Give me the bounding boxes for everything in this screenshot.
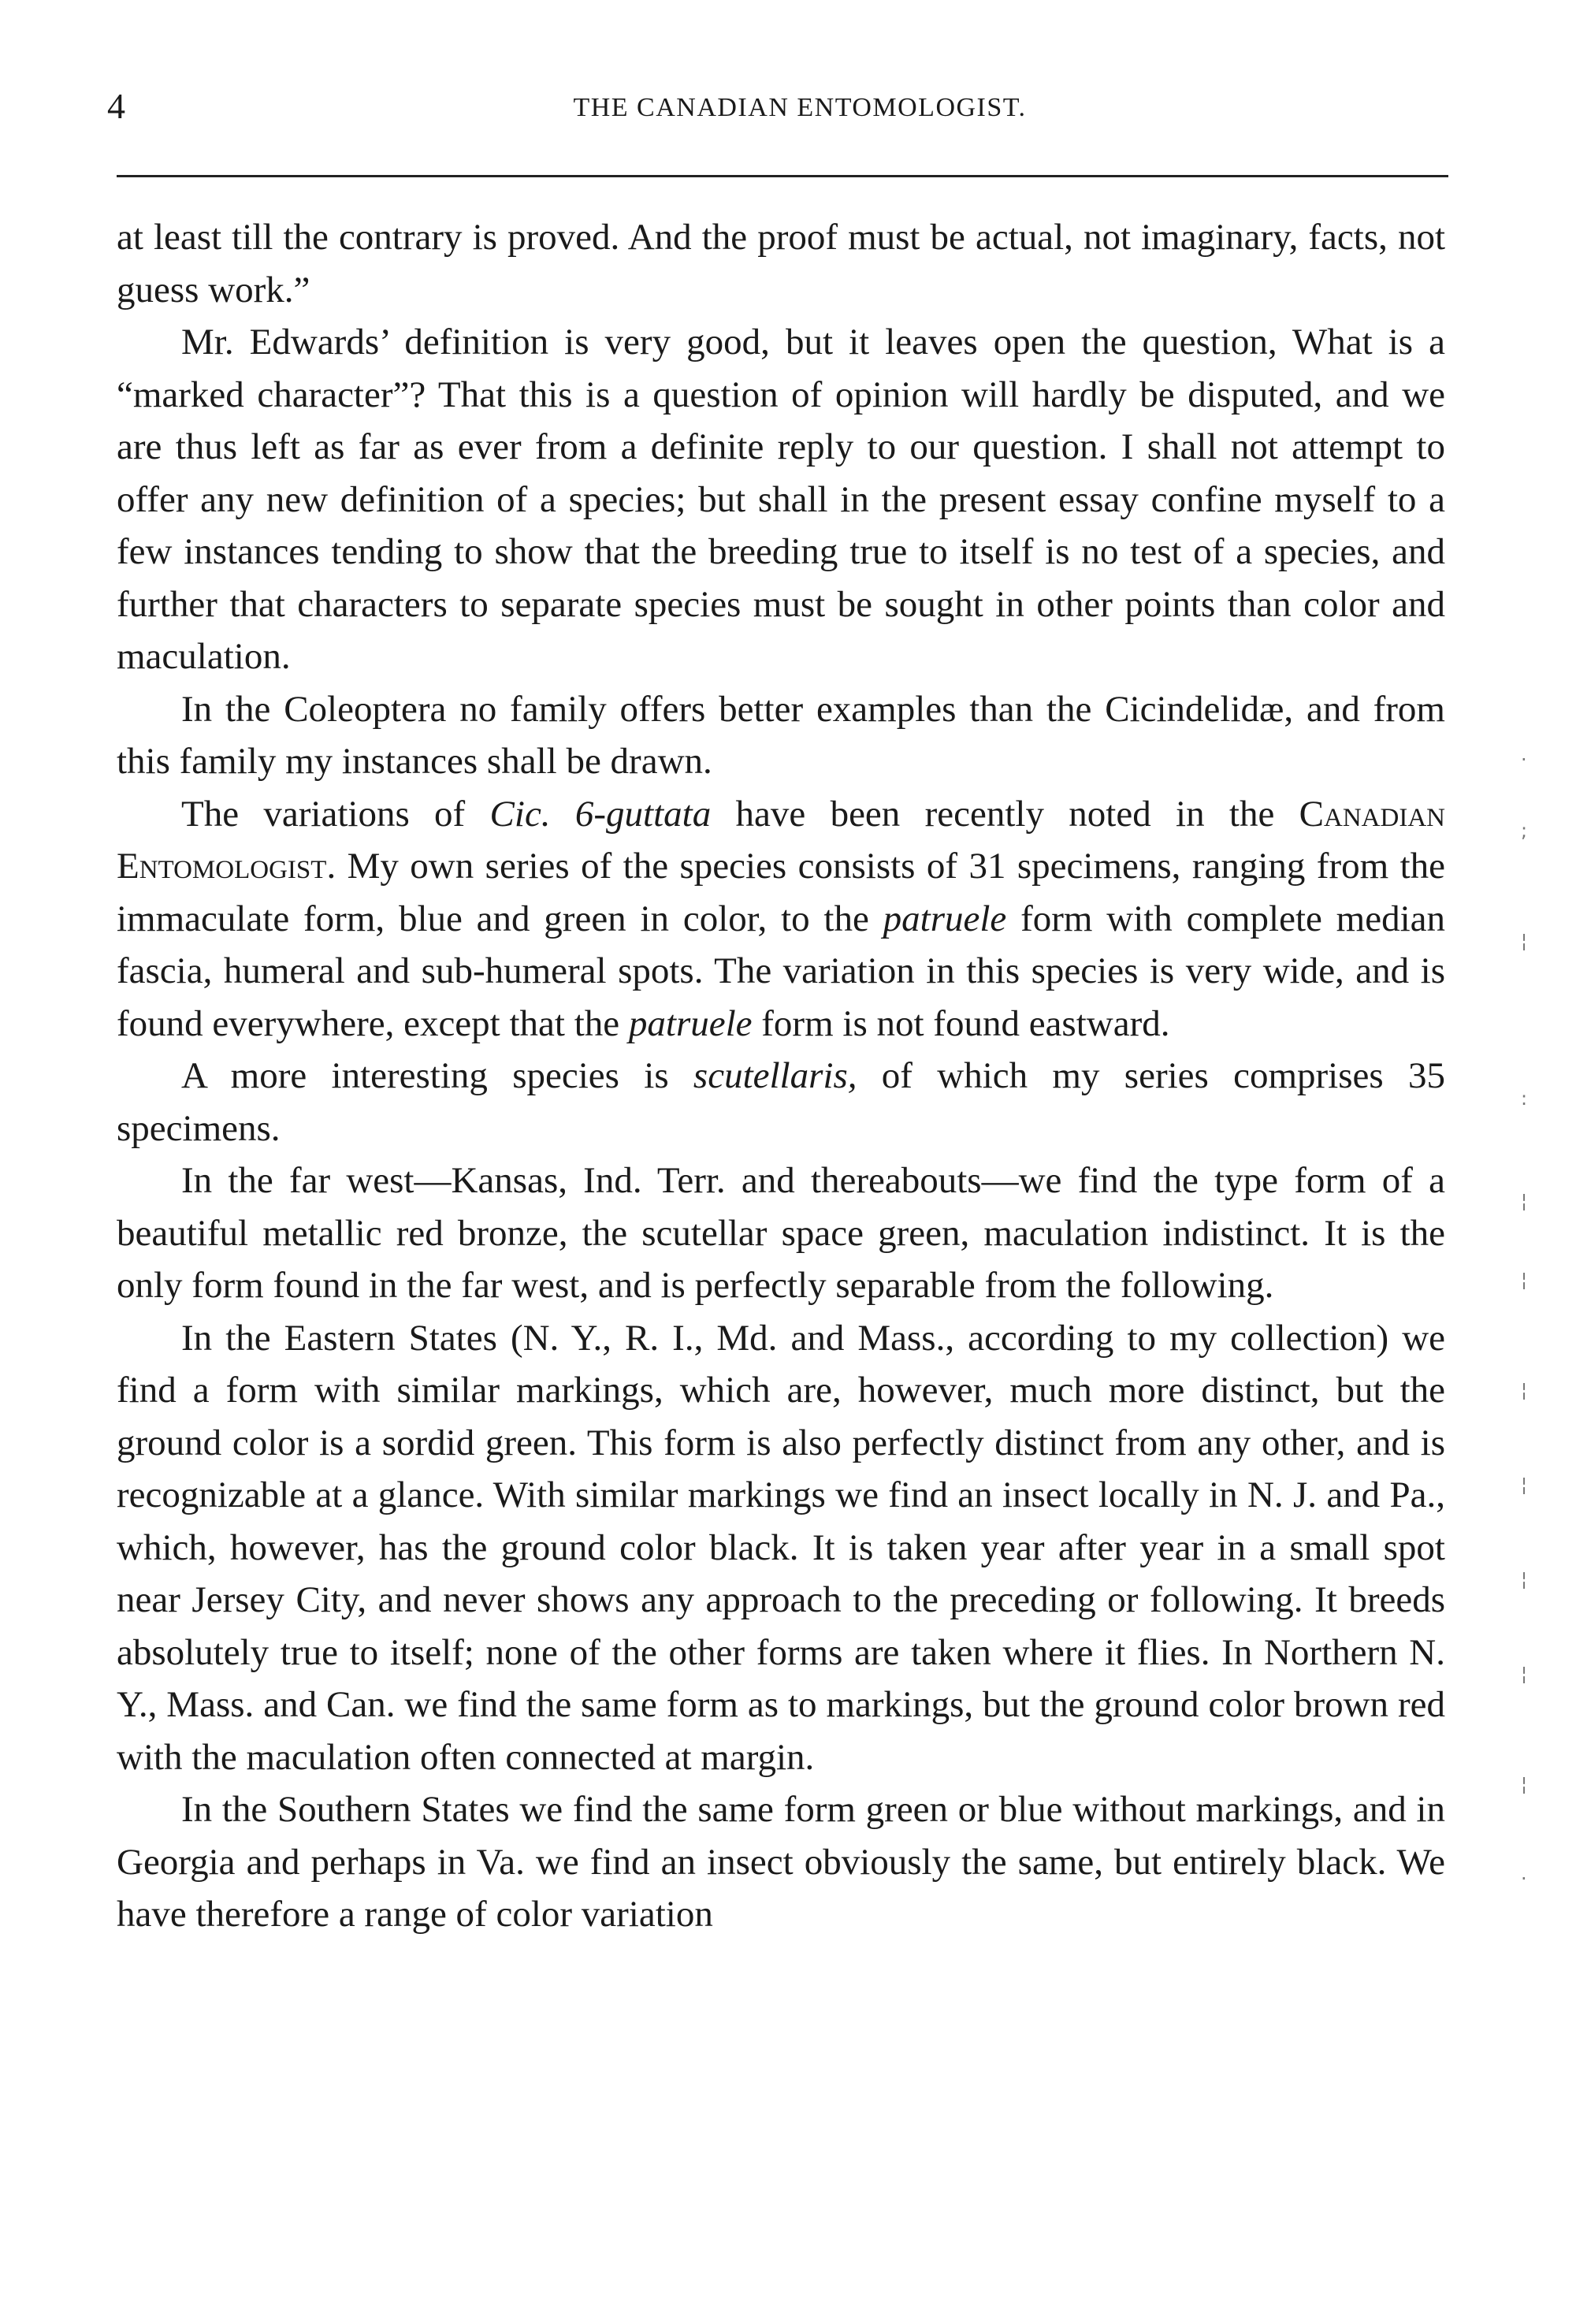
journal-name: Canadian Entomologist	[117, 793, 1445, 887]
paragraph-4	[117, 788, 1445, 1050]
species-name-cic-6-guttata: Cic. 6-guttata	[489, 793, 712, 835]
page-number: 4	[107, 86, 125, 126]
paragraph-2: Mr. Edwards’ definition is very good, but it leaves open the question, What is a “marked character”? That this is a question of opinion will hardly be disputed, and we are thus left as far as ever from a definite reply to our question. I shall not attempt to offer any new definition of a species; but shall in the present essay confine myself to a few instances tending to show that the breeding true to itself is no test of a species, and further that characters to separate species must be sought in other points than color and maculation.	[117, 322, 1445, 677]
p4-text-4: form with complete median fascia, humeral and sub-humeral spots. The variation in this species is very wide, and is found everywhere, except that the	[117, 898, 1445, 1044]
p5-text-2: of which my series comprises 35 specimens.	[117, 1055, 1445, 1149]
p5-text-1: A more interesting species is	[181, 1055, 693, 1096]
p4-text-1: The variations of	[181, 793, 490, 835]
paragraph-1: at least till the contrary is proved. And the proof must be actual, not imaginary, facts, not guess work.”	[117, 217, 1445, 310]
paragraph-5	[117, 1050, 1445, 1155]
paragraph-8: In the Southern States we find the same form green or blue without markings, and in Georgia and perhaps in Va. we find an insect obviously the same, but entirely black. We have therefore a range of color variation	[117, 1789, 1445, 1935]
running-title: THE CANADIAN ENTOMOLOGIST.	[573, 93, 1027, 122]
form-name-patruele-2: patruele	[628, 1002, 753, 1044]
header-rule	[117, 175, 1448, 177]
article-body	[117, 211, 1445, 1941]
species-name-scutellaris: scutellaris,	[693, 1055, 857, 1096]
form-name-patruele: patruele	[883, 898, 1007, 939]
p4-text-5: form is not found eastward.	[752, 1002, 1170, 1044]
p4-text-3: . My own series of the species consists of 31 specimens, ranging from the immaculate form, blue and green in color, to the	[117, 846, 1445, 939]
paragraph-7: In the Eastern States (N. Y., R. I., Md. and Mass., according to my collection) we find a form with similar markings, which are, however, much more distinct, but the ground color is a sordid green. This form is also perfectly distinct from any other, and is recognizable at a glance. With similar markings we find an insect locally in N. J. and Pa., which, however, has the ground color black. It is taken year after year in a small spot near Jersey City, and never shows any approach to the preceding or following. It breeds absolutely true to itself; none of the other forms are taken where it flies. In Northern N. Y., Mass. and Can. we find the same form as to markings, but the ground color brown red with the maculation often connected at margin.	[117, 1317, 1445, 1778]
p4-text-2: have been recently noted in the	[711, 793, 1299, 835]
scan-margin-specks: · ; ¦ : ¦ ¦ ¦ ¦ ¦ ¦ ¦ ·	[1521, 749, 1528, 1890]
paragraph-3: In the Coleoptera no family offers better examples than the Cicindelidæ, and from this family my instances shall be drawn.	[117, 688, 1445, 782]
paragraph-6: In the far west—Kansas, Ind. Terr. and thereabouts—we find the type form of a beautiful metallic red bronze, the scutellar space green, maculation indistinct. It is the only form found in the far west, and is perfectly separable from the following.	[117, 1160, 1445, 1306]
